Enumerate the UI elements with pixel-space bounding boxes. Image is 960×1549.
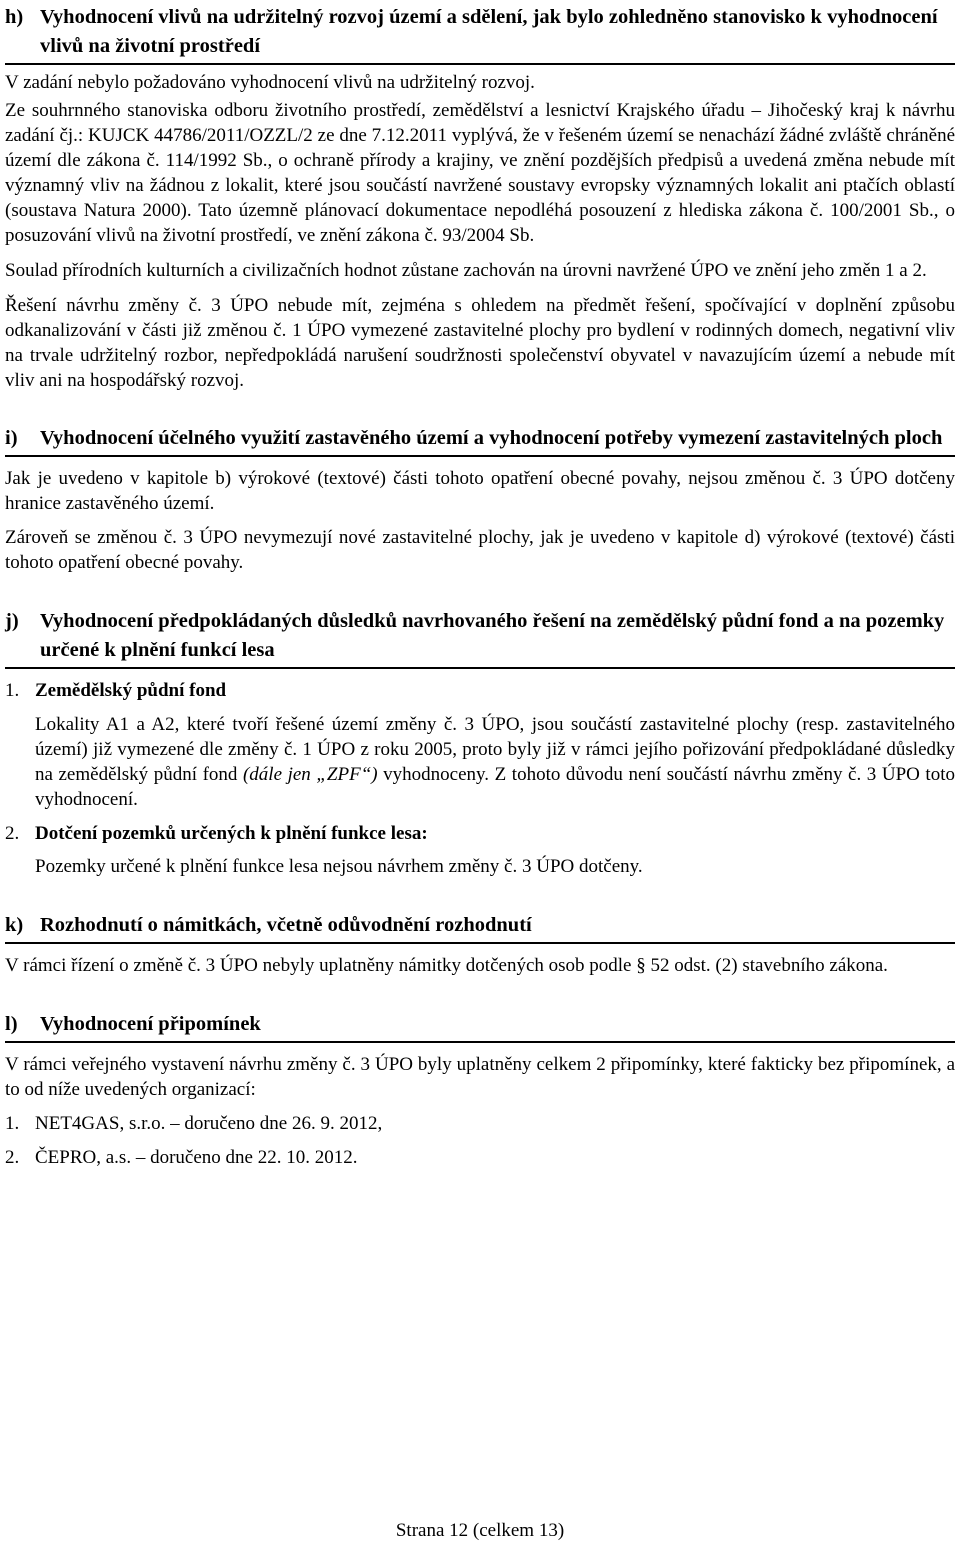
list-item bbox=[5, 821, 955, 846]
section-h-title: Vyhodnocení vlivů na udržitelný rozvoj území a sdělení, jak bylo zohledněno stanovisko k vyhodnocení vlivů na životní prostředí bbox=[40, 6, 938, 57]
section-j-label: j) bbox=[5, 610, 19, 632]
section-j-title: Vyhodnocení předpokládaných důsledků navrhovaného řešení na zemědělský půdní fond a na pozemky určené k plnění funkcí lesa bbox=[40, 610, 945, 661]
zpf-text-italic: (dále jen „ZPF“) bbox=[242, 764, 378, 785]
section-i-paragraph-2: Zároveň se změnou č. 3 ÚPO nevymezují nové zastavitelné plochy, jak je uvedeno v kapitole d) výrokové (textové) části tohoto opatření obecné povahy. bbox=[5, 527, 955, 573]
section-i-paragraph-1: Jak je uvedeno v kapitole b) výrokové (textové) části tohoto opatření obecné povahy, nejsou změnou č. 3 ÚPO dotčeny hranice zastavěného území. bbox=[5, 468, 955, 514]
section-j-heading bbox=[5, 607, 955, 669]
list-item-number: 1. bbox=[5, 680, 20, 701]
list-item bbox=[5, 678, 955, 703]
zpf-subheading: Zemědělský půdní fond bbox=[35, 680, 227, 701]
section-h-heading bbox=[5, 3, 955, 65]
section-i-heading bbox=[5, 424, 955, 457]
zpf-paragraph bbox=[35, 712, 955, 812]
section-k-paragraph-1: V rámci řízení o změně č. 3 ÚPO nebyly uplatněny námitky dotčených osob podle § 52 odst. (2) stavebního zákona. bbox=[5, 955, 888, 976]
section-l-paragraph-1: V rámci veřejného vystavení návrhu změny č. 3 ÚPO byly uplatněny celkem 2 připomínky, které fakticky bez připomínek, a to od níže uvedených organizací: bbox=[5, 1054, 955, 1100]
section-h-label: h) bbox=[5, 6, 24, 28]
forest-paragraph: Pozemky určené k plnění funkce lesa nejsou návrhem změny č. 3 ÚPO dotčeny. bbox=[35, 856, 643, 877]
section-h-paragraph-4: Řešení návrhu změny č. 3 ÚPO nebude mít, zejména s ohledem na předmět řešení, spočívající v doplnění způsobu odkanalizování v části již změnou č. 1 ÚPO vymezené zastavitelné plochy pro bydlení v rodinných domech, negativní vliv na trvale udržitelný rozbor, nepředpokládá narušení soudržnosti společenství obyvatel v navazujícím území a nebude mít vliv ani na hospodářský rozvoj. bbox=[5, 295, 955, 391]
section-k-heading bbox=[5, 911, 955, 944]
section-k-label: k) bbox=[5, 914, 24, 936]
list-item-number: 2. bbox=[5, 1147, 20, 1168]
section-k-title: Rozhodnutí o námitkách, včetně odůvodnění rozhodnutí bbox=[40, 914, 532, 936]
section-i-label: i) bbox=[5, 427, 18, 449]
section-l-label: l) bbox=[5, 1013, 18, 1035]
section-l-title: Vyhodnocení připomínek bbox=[40, 1013, 261, 1035]
forest-subheading: Dotčení pozemků určených k plnění funkce lesa: bbox=[35, 823, 428, 844]
list-item bbox=[5, 1111, 955, 1136]
zpf-text-a: Lokality A1 a A2, které tvoří řešené území změny č. 3 ÚPO, jsou součástí zastavitelné plochy (resp. zastavitelného území) již vymezené dle změny č. 1 ÚPO z roku 2005, proto byly již v rámci jejího pořizování předpokládané důsledky na zemědělský půdní fond bbox=[35, 714, 955, 785]
list-item bbox=[5, 1145, 955, 1170]
section-l-heading bbox=[5, 1010, 955, 1043]
list-item-number: 1. bbox=[5, 1113, 20, 1134]
page-number-footer: Strana 12 (celkem 13) bbox=[395, 1520, 565, 1541]
list-item-number: 2. bbox=[5, 823, 20, 844]
list-item-text: NET4GAS, s.r.o. – doručeno dne 26. 9. 2012, bbox=[35, 1113, 383, 1134]
list-item-text: ČEPRO, a.s. – doručeno dne 22. 10. 2012. bbox=[35, 1147, 358, 1168]
section-h-paragraph-2: Ze souhrnného stanoviska odboru životního prostředí, zemědělství a lesnictví Krajského úřadu – Jihočeský kraj k návrhu zadání čj.: KUJCK 44786/2011/OZZL/2 ze dne 7.12.2011 vyplývá, že v řešeném území se nenachází žádné zvláště chráněné území dle zákona č. 114/1992 Sb., o ochraně přírody a krajiny, ve znění pozdějších předpisů a uvedená změna nebude mít významný vliv na žádnou z lokalit, které jsou součástí navržené soustavy evropsky významných lokalit ani ptačích oblastí (soustava Natura 2000). Tato územně plánovací dokumentace nepodléhá posouzení z hlediska zákona č. 100/2001 Sb., o posuzování vlivů na životní prostředí, ve znění zákona č. 93/2004 Sb. bbox=[5, 100, 955, 246]
page-content bbox=[5, 0, 955, 1170]
section-h-paragraph-1: V zadání nebylo požadováno vyhodnocení vlivů na udržitelný rozvoj. bbox=[5, 72, 535, 93]
section-h-paragraph-3: Soulad přírodních kulturních a civilizačních hodnot zůstane zachován na úrovni navržené ÚPO ve znění jeho změn 1 a 2. bbox=[5, 260, 927, 281]
section-i-title: Vyhodnocení účelného využití zastavěného území a vyhodnocení potřeby vymezení zastavitelných ploch bbox=[40, 427, 943, 449]
zpf-text-b: vyhodnoceny. Z tohoto důvodu není součástí návrhu změny č. 3 ÚPO toto vyhodnocení. bbox=[35, 764, 955, 810]
